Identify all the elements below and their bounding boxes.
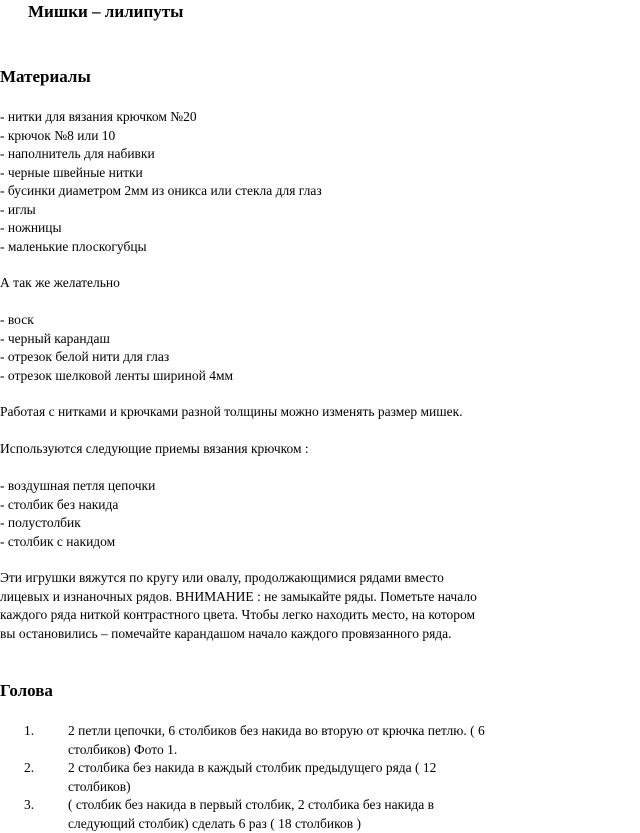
paragraph-line: вы остановились – помечайте карандашом начало каждого провязанного ряда. — [0, 625, 452, 641]
techniques-intro-text: Используются следующие приемы вязания крючком : — [0, 441, 309, 456]
materials-heading: Материалы — [0, 67, 91, 86]
paragraph-line: Эти игрушки вяжутся по кругу или овалу, продолжающимися рядами вместо — [0, 570, 444, 585]
step-line: 2 столбика без накида в каждый столбик предыдущего ряда ( 12 — [68, 760, 437, 775]
paragraph-line: каждого ряда ниткой контрастного цвета. Чтобы легко находить место, на котором — [0, 607, 476, 622]
step-line: столбиков) Фото 1. — [68, 741, 178, 757]
step-text — [68, 796, 588, 833]
head-heading: Голова — [0, 681, 53, 700]
size-note — [0, 403, 620, 422]
list-item: - черные швейные нитки — [0, 164, 143, 180]
list-item — [0, 796, 640, 833]
techniques-intro — [0, 440, 620, 459]
list-item: - ножницы — [0, 220, 62, 235]
list-item — [0, 759, 640, 796]
list-item: - крючок №8 или 10 — [0, 127, 116, 143]
optional-list — [0, 311, 620, 385]
list-item: - черный карандаш — [0, 330, 110, 346]
list-item: - столбик без накида — [0, 496, 119, 512]
step-number: 3. — [24, 797, 35, 812]
step-text — [68, 759, 588, 796]
optional-intro-text: А так же желательно — [0, 275, 120, 290]
optional-intro — [0, 274, 620, 293]
list-item: - столбик с накидом — [0, 533, 116, 549]
materials-list — [0, 108, 620, 256]
step-line: столбиков) — [68, 778, 131, 794]
paragraph-line: лицевых и изнаночных рядов. ВНИМАНИЕ : не замыкайте ряды. Пометьте начало — [0, 588, 477, 604]
step-number: 1. — [24, 723, 35, 738]
step-line: 2 петли цепочки, 6 столбиков без накида во вторую от крючка петлю. ( 6 — [68, 723, 485, 738]
list-item: - наполнитель для набивки — [0, 146, 155, 161]
list-item: - иглы — [0, 201, 36, 217]
list-item: - нитки для вязания крючком №20 — [0, 109, 197, 124]
list-item: - воск — [0, 312, 34, 327]
list-item: - воздушная петля цепочки — [0, 478, 156, 493]
instructions-paragraph — [0, 569, 600, 643]
document-title: Мишки – лилипуты — [28, 2, 184, 21]
list-item: - бусинки диаметром 2мм из оникса или стекла для глаз — [0, 183, 322, 198]
head-steps-list — [0, 722, 640, 833]
list-item — [0, 722, 640, 759]
list-item: - полустолбик — [0, 515, 81, 530]
step-line: следующий столбик) сделать 6 раз ( 18 столбиков ) — [68, 815, 361, 831]
step-line: ( столбик без накида в первый столбик, 2 столбика без накида в — [68, 797, 435, 812]
step-number: 2. — [24, 760, 35, 775]
step-text — [68, 722, 588, 759]
size-note-text: Работая с нитками и крючками разной толщины можно изменять размер мишек. — [0, 404, 463, 419]
list-item: - отрезок белой нити для глаз — [0, 349, 170, 364]
list-item: - отрезок шелковой ленты шириной 4мм — [0, 367, 234, 383]
techniques-list — [0, 477, 620, 551]
list-item: - маленькие плоскогубцы — [0, 238, 147, 254]
